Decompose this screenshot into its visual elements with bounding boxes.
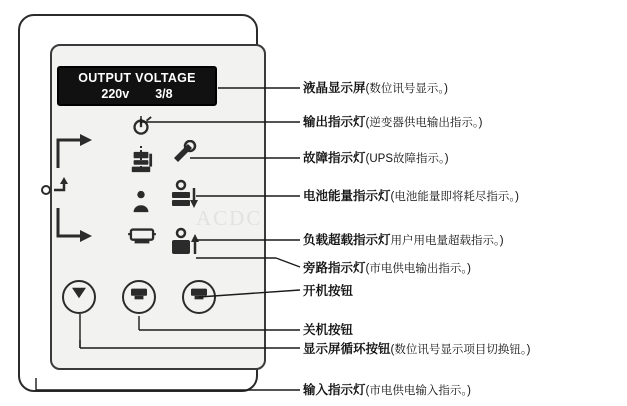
lcd-page-value: 3/8 [155,87,173,101]
callout-desc-fault: (UPS故障指示。) [365,153,449,165]
bypass-indicator-icon [128,224,154,254]
callout-label-output [303,115,482,130]
callout-label-display-cycle [303,342,530,357]
callout-title-fault: 故障指示灯 [303,151,366,165]
callout-title-lcd: 液晶显示屏 [303,81,366,95]
callout-title-battery: 电池能量指示灯 [303,189,391,203]
callout-label-bypass [303,261,471,276]
callout-title-bypass: 旁路指示灯 [303,261,366,275]
callout-desc-battery: (电池能量即将耗尽指示。) [390,191,519,203]
callout-label-power-off [303,323,353,338]
status-icon-group [168,140,214,270]
callout-title-power-on: 开机按钮 [303,284,354,298]
callout-title-overload: 负载超载指示灯 [303,233,391,247]
callout-desc-lcd: (数位讯号显示。) [365,83,448,95]
lcd-display [57,66,217,106]
callout-label-fault [303,151,449,166]
callout-desc-overload: 用户用电量超载指示。) [390,235,504,247]
callout-title-input: 输入指示灯 [303,383,366,397]
callout-title-output: 输出指示灯 [303,115,366,129]
callout-desc-bypass: (市电供电输出指示。) [365,263,471,275]
callout-desc-display-cycle: (数位讯号显示项目切换钮。) [390,344,531,356]
lcd-line-1: OUTPUT VOLTAGE [78,71,196,85]
callout-label-overload [303,233,504,248]
lcd-voltage-value: 220v [101,87,130,101]
display-cycle-button[interactable] [182,280,216,314]
callout-label-battery [303,189,519,204]
power-on-button[interactable] [62,280,96,314]
lcd-line-2 [59,86,215,102]
dotted-connector [140,146,142,172]
printer-icon [129,286,149,302]
callout-label-input [303,383,471,398]
callout-label-lcd [303,81,448,96]
indicator-icon-column [128,116,154,256]
printer-icon [189,286,209,302]
power-off-button[interactable] [122,280,156,314]
callout-label-power-on [303,284,353,299]
input-output-flow-graphic [40,124,130,264]
output-indicator-icon [128,116,154,146]
callout-title-display-cycle: 显示屏循环按钮 [303,342,391,356]
callout-desc-output: (逆变器供电输出指示。) [365,117,483,129]
watermark-text: ACDC [196,206,263,230]
load-indicator-icon [128,188,154,222]
callout-desc-input: (市电供电输入指示。) [365,385,471,397]
callout-title-power-off: 关机按钮 [303,323,354,337]
triangle-down-icon [70,286,88,300]
